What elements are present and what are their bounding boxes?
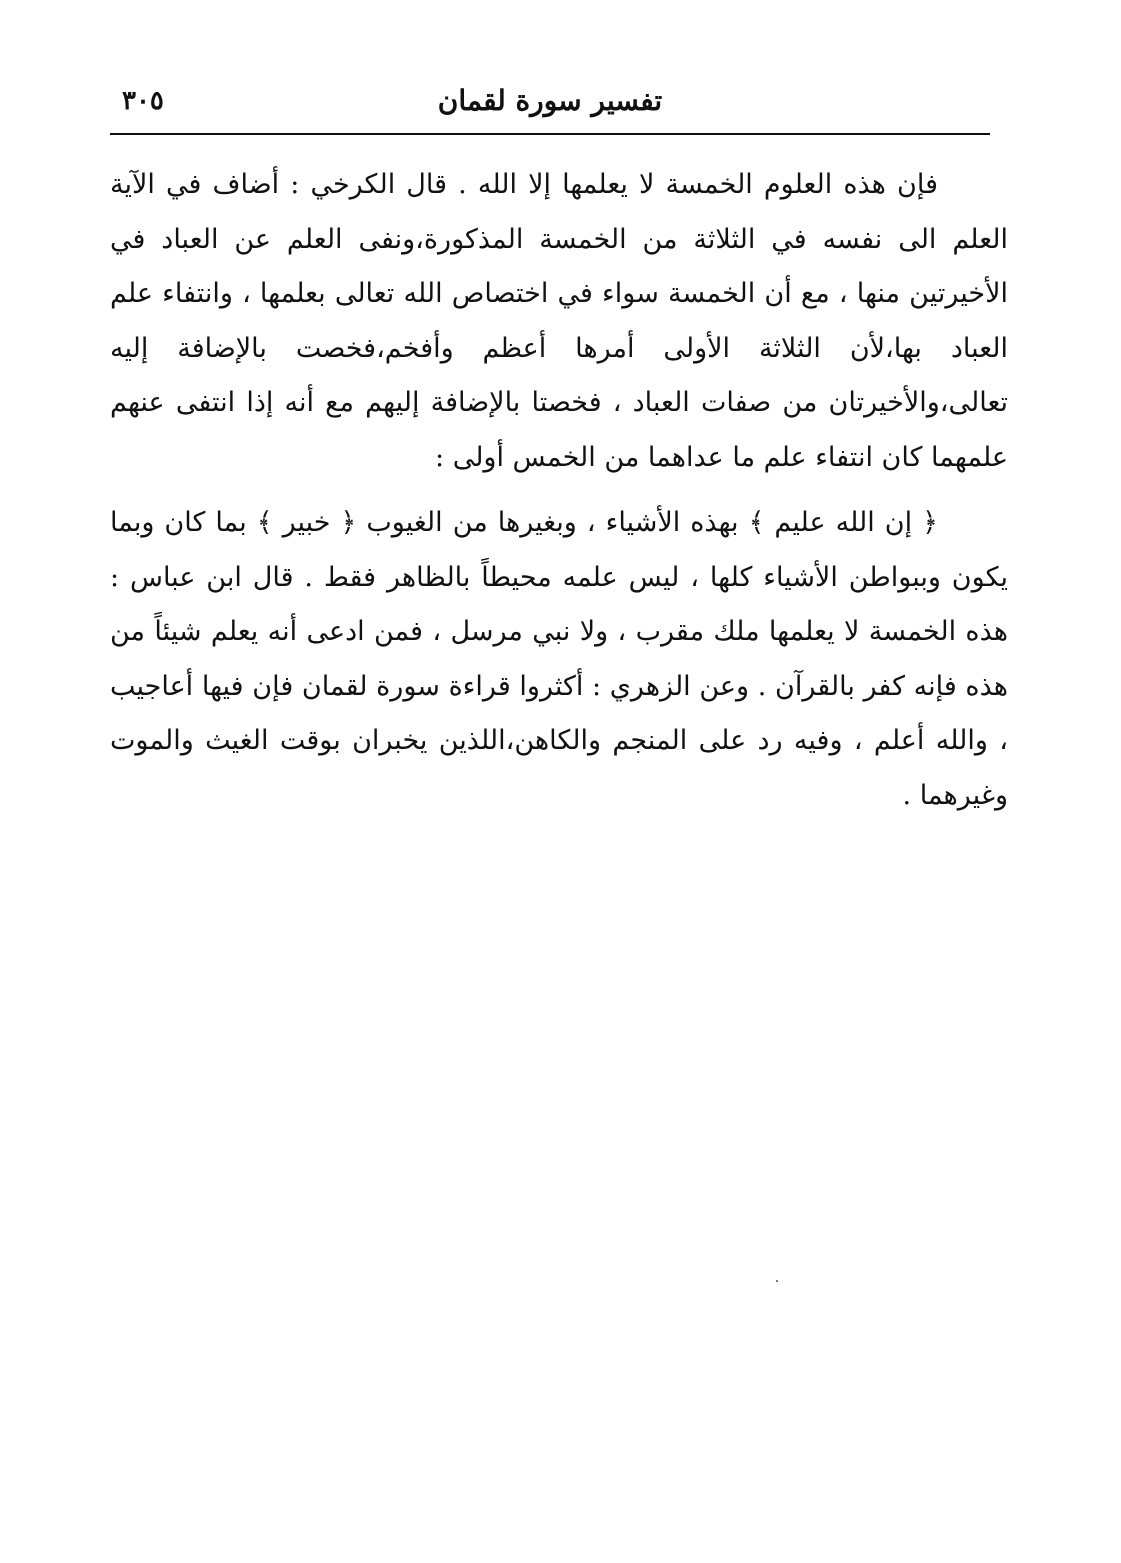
paragraph-2: ﴿ إن الله عليم ﴾ بهذه الأشياء ، وبغيرها من الغيوب ﴿ خبير ﴾ بما كان وبما يكون وببواطن الأشياء كلها ، ليس علمه محيطاً بالظاهر فقط . قال ابن عباس : هذه الخمسة لا يعلمها ملك مقرب ، ولا نبي مرسل ، فمن ادعى أنه يعلم شيئاً من هذه فإنه كفر بالقرآن . وعن الزهري : أكثروا قراءة سورة لقمان فإن فيها أعاجيب ، والله أعلم ، وفيه رد على المنجم والكاهن،اللذين يخبران بوقت الغيث والموت وغيرهما . xyxy=(110,507,1008,811)
header-divider xyxy=(110,133,990,135)
page-number: ٣٠٥ xyxy=(122,86,164,116)
scan-speck xyxy=(776,1280,778,1282)
body-text xyxy=(110,158,1008,823)
running-title: تفسير سورة لقمان xyxy=(437,84,663,117)
paragraph-1: فإن هذه العلوم الخمسة لا يعلمها إلا الله . قال الكرخي : أضاف في الآية العلم الى نفسه في الثلاثة من الخمسة المذكورة،ونفى العلم عن العباد في الأخيرتين منها ، مع أن الخمسة سواء في اختصاص الله تعالى بعلمها ، وانتفاء علم العباد بها،لأن الثلاثة الأولى أمرها أعظم وأفخم،فخصت بالإضافة إليه تعالى،والأخيرتان من صفات العباد ، فخصتا بالإضافة إليهم مع أنه إذا انتفى عنهم علمهما كان انتفاء علم ما عداهما من الخمس أولى : xyxy=(110,169,1008,473)
page-header xyxy=(110,80,990,130)
